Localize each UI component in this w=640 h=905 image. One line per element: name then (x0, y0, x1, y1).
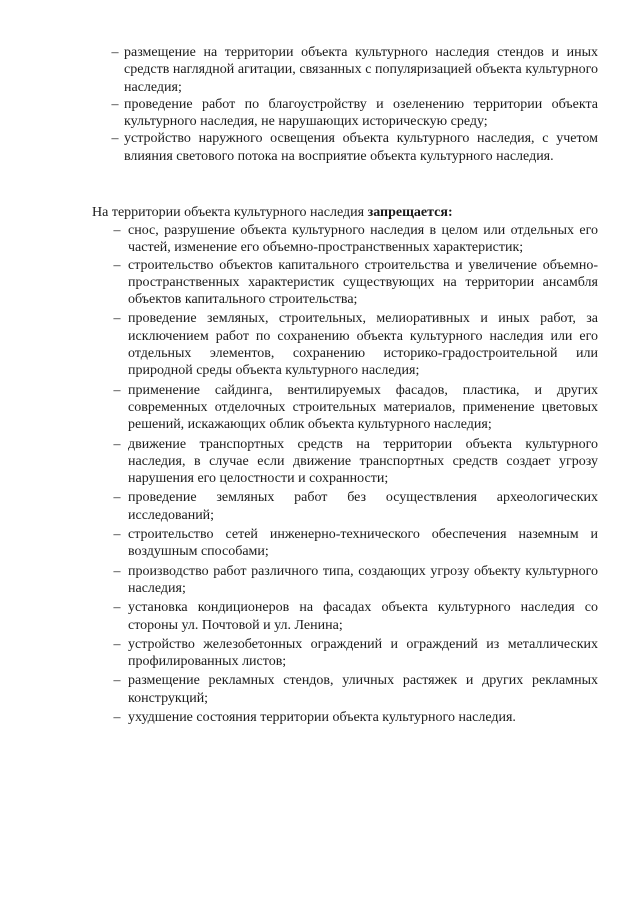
list-item (108, 130, 598, 165)
list-item (110, 563, 598, 598)
list-item (110, 526, 598, 561)
dash-bullet-icon: – (113, 223, 121, 238)
list-item-text: размещение на территории объекта культурного наследия стендов и иных средств наглядной агитации, связанных с популяризацией объекта культурного наследия; (124, 45, 598, 95)
list-item-text: производство работ различного типа, создающих угрозу объекту культурного наследия; (128, 563, 598, 596)
dash-bullet-icon: – (113, 527, 121, 543)
list-item (110, 436, 598, 488)
list-item (110, 310, 598, 379)
list-item-text: ухудшение состояния территории объекта культурного наследия. (128, 710, 516, 726)
prohibited-actions-list (110, 222, 598, 728)
dash-bullet-icon: – (113, 563, 121, 579)
list-item-text: строительство объектов капитального строительства и увеличение объемно-пространственных характеристик существующих на территории ансамбля объектов капитального строительства; (128, 257, 598, 308)
dash-bullet-icon: – (113, 382, 121, 398)
dash-bullet-icon: – (113, 600, 121, 616)
list-item-text: проведение земляных работ без осуществления археологических исследований; (128, 490, 598, 523)
list-item (108, 44, 598, 96)
list-item (110, 489, 598, 524)
list-item (110, 382, 598, 434)
dash-bullet-icon: – (113, 490, 121, 506)
dash-bullet-icon: – (113, 710, 121, 726)
intro-text: На территории объекта культурного наследия (92, 205, 368, 220)
list-item (108, 96, 598, 131)
list-item (110, 222, 598, 257)
list-item (110, 599, 598, 634)
list-item-text: размещение рекламных стендов, уличных растяжек и других рекламных конструкций; (128, 673, 598, 706)
list-item (110, 257, 598, 309)
dash-bullet-icon: – (111, 96, 119, 112)
list-item-text: устройство железобетонных ограждений и ограждений из металлических профилированных листов; (128, 636, 598, 670)
dash-bullet-icon: – (113, 436, 121, 452)
list-item (110, 672, 598, 707)
dash-bullet-icon: – (113, 636, 121, 652)
dash-bullet-icon: – (111, 131, 119, 147)
list-item-text: применение сайдинга, вентилируемых фасадов, пластика, и других современных отделочных строительных материалов, применение цветовых решений, искажающих облик объекта культурного наследия; (128, 382, 598, 433)
list-item (110, 709, 598, 726)
intro-emphasis: запрещается: (367, 205, 453, 220)
prohibitions-intro (92, 204, 598, 221)
dash-bullet-icon: – (113, 257, 121, 273)
list-item-text: снос, разрушение объекта культурного наследия в целом или отдельных его частей, изменение его объемно-пространственных характеристик; (128, 223, 598, 256)
list-item-text: движение транспортных средств на территории объекта культурного наследия, в случае если движение транспортных средств создает угрозу нарушения его целостности и сохранности; (128, 436, 598, 487)
list-item (110, 636, 598, 671)
list-item-text: устройство наружного освещения объекта культурного наследия, с учетом влияния светового потока на восприятие объекта культурного наследия. (124, 131, 598, 164)
list-item-text: установка кондиционеров на фасадах объекта культурного наследия со стороны ул. Почтовой и ул. Ленина; (128, 600, 598, 633)
list-item-text: строительство сетей инженерно-технического обеспечения наземным и воздушным способами; (128, 527, 598, 560)
dash-bullet-icon: – (111, 45, 119, 60)
dash-bullet-icon: – (113, 311, 121, 327)
dash-bullet-icon: – (113, 673, 121, 689)
list-item-text: проведение земляных, строительных, мелиоративных и иных работ, за исключением работ по сохранению объекта культурного наследия или его отдельных элементов, сохранению историко-градостроительной или природной среды объекта культурного наследия; (128, 311, 598, 379)
list-item-text: проведение работ по благоустройству и озеленению территории объекта культурного наследия, не нарушающих историческую среду; (124, 96, 598, 130)
permitted-actions-list (108, 44, 598, 165)
